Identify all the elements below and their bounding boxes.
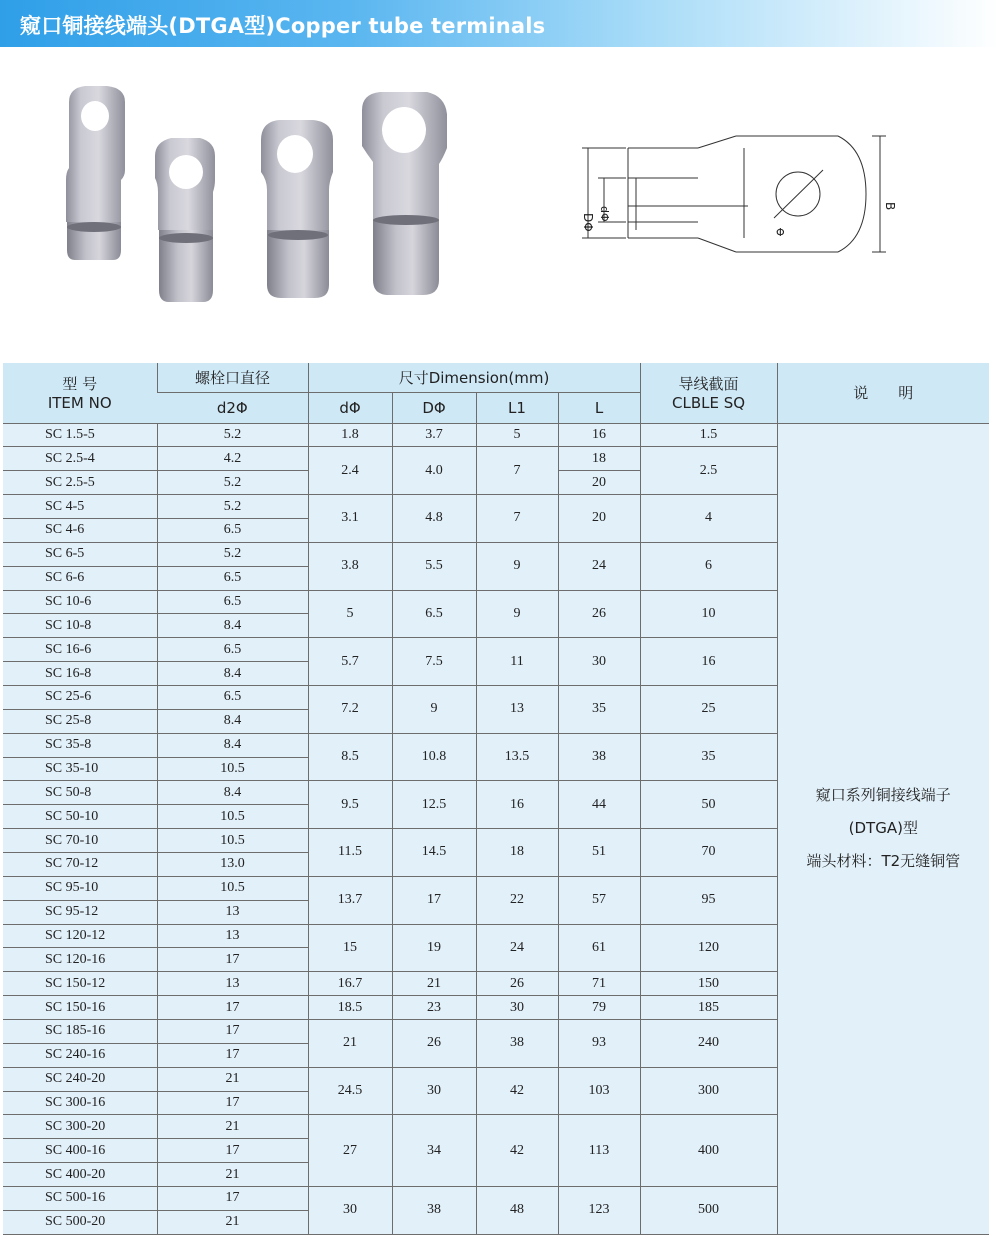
header-item-en: ITEM NO [47,394,112,413]
diagram-label-b: B [883,202,897,211]
sq-cell: 10 [640,590,777,638]
item-cell: SC 120-12 [3,924,157,948]
item-cell: SC 10-6 [3,590,157,614]
item-cell: SC 120-16 [3,948,157,972]
bolt-cell: 6.5 [157,590,308,614]
D-cell: 7.5 [392,638,476,686]
header-sq-cn: 导线截面 [678,375,739,394]
d-cell: 5.7 [308,638,392,686]
item-cell: SC 6-6 [3,566,157,590]
L1-cell: 13.5 [476,733,558,781]
diagram-label-d: dΦ [598,206,611,222]
d-cell: 30 [308,1187,392,1235]
table-row [3,423,989,447]
L-cell: 30 [558,638,640,686]
L-cell: 26 [558,590,640,638]
D-cell: 34 [392,1115,476,1187]
bolt-cell: 5.2 [157,495,308,519]
L1-cell: 26 [476,972,558,996]
d-cell: 16.7 [308,972,392,996]
L1-cell: 16 [476,781,558,829]
item-cell: SC 16-6 [3,638,157,662]
D-cell: 38 [392,1187,476,1235]
header-d: dΦ [308,392,392,423]
item-cell: SC 25-8 [3,709,157,733]
D-cell: 9 [392,685,476,733]
header-bolt-cn: 螺栓口直径 [157,363,308,392]
bolt-cell: 17 [157,1139,308,1163]
sq-cell: 2.5 [640,447,777,495]
D-cell: 26 [392,1019,476,1067]
header-D: DΦ [392,392,476,423]
bolt-cell: 13.0 [157,852,308,876]
d-cell: 3.8 [308,542,392,590]
item-cell: SC 2.5-4 [3,447,157,471]
sq-cell: 500 [640,1187,777,1235]
L1-cell: 42 [476,1067,558,1115]
item-cell: SC 4-5 [3,495,157,519]
header-item [3,363,157,423]
d-cell: 1.8 [308,423,392,447]
d-cell: 18.5 [308,996,392,1020]
L-cell: 123 [558,1187,640,1235]
bolt-cell: 10.5 [157,757,308,781]
L-cell: 79 [558,996,640,1020]
L-cell: 20 [558,495,640,543]
table-header-row [3,363,989,392]
sq-cell: 1.5 [640,423,777,447]
bolt-cell: 17 [157,1019,308,1043]
note-line: (DTGA)型 [848,819,918,838]
sq-cell: 150 [640,972,777,996]
item-cell: SC 6-5 [3,542,157,566]
sq-cell: 185 [640,996,777,1020]
sq-cell: 50 [640,781,777,829]
L1-cell: 48 [476,1187,558,1235]
L1-cell: 30 [476,996,558,1020]
L-cell: 113 [558,1115,640,1187]
d-cell: 7.2 [308,685,392,733]
item-cell: SC 300-16 [3,1091,157,1115]
bolt-cell: 13 [157,924,308,948]
terminal-xlarge [362,92,447,295]
D-cell: 4.0 [392,447,476,495]
sq-cell: 4 [640,495,777,543]
diagram-label-D: DΦ [581,213,595,232]
bolt-cell: 10.5 [157,829,308,853]
diagram-label-phi: Φ [776,226,785,239]
item-cell: SC 35-8 [3,733,157,757]
item-cell: SC 35-10 [3,757,157,781]
d-cell: 9.5 [308,781,392,829]
item-cell: SC 95-10 [3,876,157,900]
L1-cell: 5 [476,423,558,447]
item-cell: SC 10-8 [3,614,157,638]
note-cell [777,423,989,1234]
bolt-cell: 5.2 [157,471,308,495]
bolt-cell: 5.2 [157,542,308,566]
L-cell: 24 [558,542,640,590]
sq-cell: 400 [640,1115,777,1187]
item-cell: SC 70-12 [3,852,157,876]
D-cell: 3.7 [392,423,476,447]
L1-cell: 42 [476,1115,558,1187]
d-cell: 8.5 [308,733,392,781]
bolt-cell: 17 [157,1043,308,1067]
bolt-cell: 21 [157,1115,308,1139]
L-cell: 57 [558,876,640,924]
item-cell: SC 500-16 [3,1187,157,1211]
d-cell: 5 [308,590,392,638]
D-cell: 6.5 [392,590,476,638]
d-cell: 11.5 [308,829,392,877]
bolt-cell: 6.5 [157,638,308,662]
bolt-cell: 4.2 [157,447,308,471]
item-cell: SC 150-16 [3,996,157,1020]
bolt-cell: 6.5 [157,518,308,542]
D-cell: 21 [392,972,476,996]
sq-cell: 70 [640,829,777,877]
d-cell: 27 [308,1115,392,1187]
item-cell: SC 70-10 [3,829,157,853]
d-cell: 21 [308,1019,392,1067]
L-cell: 103 [558,1067,640,1115]
copper-terminals-photo [55,80,475,320]
bolt-cell: 21 [157,1067,308,1091]
header-dimension: 尺寸Dimension(mm) [308,363,640,392]
item-cell: SC 25-6 [3,685,157,709]
terminal-large [261,120,333,298]
sq-cell: 120 [640,924,777,972]
item-cell: SC 300-20 [3,1115,157,1139]
item-cell: SC 185-16 [3,1019,157,1043]
bolt-cell: 8.4 [157,662,308,686]
L1-cell: 38 [476,1019,558,1067]
D-cell: 4.8 [392,495,476,543]
item-cell: SC 2.5-5 [3,471,157,495]
L-cell: 71 [558,972,640,996]
sq-cell: 16 [640,638,777,686]
terminal-small [65,86,125,260]
header-L: L [558,392,640,423]
item-cell: SC 50-8 [3,781,157,805]
d-cell: 15 [308,924,392,972]
sq-cell: 95 [640,876,777,924]
bolt-cell: 13 [157,972,308,996]
L-cell: 20 [558,471,640,495]
L-cell: 18 [558,447,640,471]
L1-cell: 24 [476,924,558,972]
L-cell: 93 [558,1019,640,1067]
sq-cell: 300 [640,1067,777,1115]
L-cell: 51 [558,829,640,877]
L-cell: 35 [558,685,640,733]
D-cell: 19 [392,924,476,972]
L-cell: 44 [558,781,640,829]
bolt-cell: 21 [157,1163,308,1187]
L1-cell: 11 [476,638,558,686]
sq-cell: 35 [640,733,777,781]
bolt-cell: 6.5 [157,685,308,709]
header-L1: L1 [476,392,558,423]
header-bolt-sym: d2Φ [157,392,308,423]
item-cell: SC 400-20 [3,1163,157,1187]
D-cell: 14.5 [392,829,476,877]
header-item-cn: 型 号 [62,375,98,394]
terminal-dimension-diagram [568,118,898,268]
bolt-cell: 13 [157,900,308,924]
d-cell: 2.4 [308,447,392,495]
bolt-cell: 5.2 [157,423,308,447]
sq-cell: 6 [640,542,777,590]
bolt-cell: 8.4 [157,614,308,638]
L1-cell: 7 [476,447,558,495]
bolt-cell: 17 [157,948,308,972]
item-cell: SC 240-16 [3,1043,157,1067]
D-cell: 23 [392,996,476,1020]
bolt-cell: 21 [157,1210,308,1234]
D-cell: 5.5 [392,542,476,590]
sq-cell: 240 [640,1019,777,1067]
header-sq-en: CLBLE SQ [672,394,746,413]
L-cell: 61 [558,924,640,972]
D-cell: 17 [392,876,476,924]
item-cell: SC 4-6 [3,518,157,542]
note-line: 端头材料：T2无缝铜管 [806,852,961,871]
page-title: 窥口铜接线端头(DTGA型)Copper tube terminals [20,14,546,38]
item-cell: SC 95-12 [3,900,157,924]
item-cell: SC 400-16 [3,1139,157,1163]
d-cell: 13.7 [308,876,392,924]
d-cell: 24.5 [308,1067,392,1115]
bolt-cell: 8.4 [157,781,308,805]
header-cable-sq [640,363,777,423]
L-cell: 16 [558,423,640,447]
D-cell: 10.8 [392,733,476,781]
title-bar [0,0,1000,47]
header-note: 说 明 [777,363,989,423]
bolt-cell: 17 [157,1091,308,1115]
item-cell: SC 1.5-5 [3,423,157,447]
item-cell: SC 50-10 [3,805,157,829]
L1-cell: 9 [476,590,558,638]
spec-table [3,363,989,1235]
bolt-cell: 8.4 [157,709,308,733]
bolt-cell: 8.4 [157,733,308,757]
L1-cell: 22 [476,876,558,924]
L1-cell: 9 [476,542,558,590]
bolt-cell: 17 [157,996,308,1020]
note-line: 窥口系列铜接线端子 [815,786,951,805]
bolt-cell: 10.5 [157,876,308,900]
bolt-cell: 6.5 [157,566,308,590]
item-cell: SC 16-8 [3,662,157,686]
L1-cell: 13 [476,685,558,733]
D-cell: 12.5 [392,781,476,829]
item-cell: SC 500-20 [3,1210,157,1234]
sq-cell: 25 [640,685,777,733]
item-cell: SC 150-12 [3,972,157,996]
L1-cell: 7 [476,495,558,543]
item-cell: SC 240-20 [3,1067,157,1091]
terminal-medium [155,138,215,302]
d-cell: 3.1 [308,495,392,543]
bolt-cell: 17 [157,1187,308,1211]
L-cell: 38 [558,733,640,781]
D-cell: 30 [392,1067,476,1115]
bolt-cell: 10.5 [157,805,308,829]
L1-cell: 18 [476,829,558,877]
